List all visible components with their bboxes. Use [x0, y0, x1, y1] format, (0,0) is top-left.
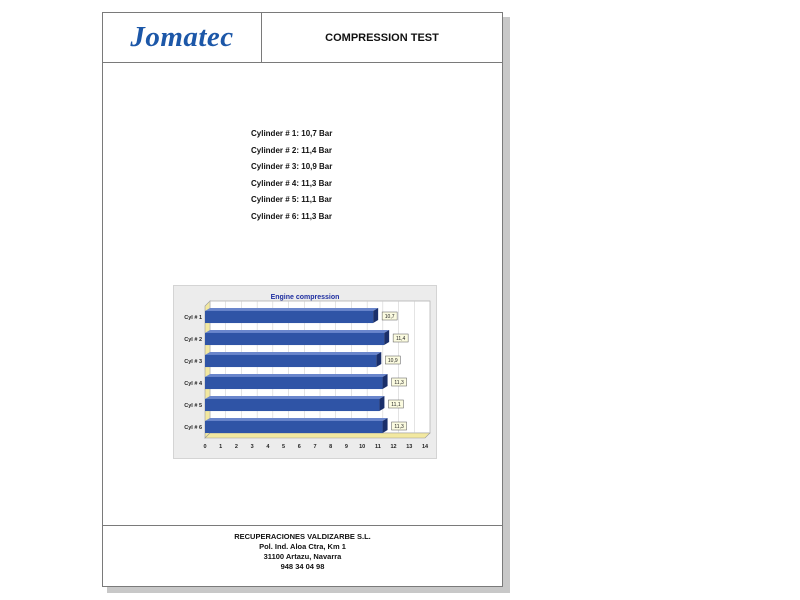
category-label: Cyl # 1 — [184, 315, 202, 321]
reading-cyl-1: Cylinder # 1: 10,7 Bar — [251, 129, 333, 138]
bar — [205, 399, 379, 411]
bar-top — [205, 374, 388, 377]
data-label: 10,7 — [384, 314, 395, 320]
bar — [205, 377, 383, 389]
bar — [205, 333, 384, 345]
engine-compression-chart — [173, 285, 437, 459]
bar — [205, 311, 373, 323]
logo-cell — [103, 13, 262, 62]
bar-top — [205, 352, 381, 355]
reading-cyl-2: Cylinder # 2: 11,4 Bar — [251, 145, 332, 155]
footer-city: 31100 Artazu, Navarra — [263, 552, 342, 561]
x-tick-label: 0 — [203, 444, 207, 450]
bar-top — [205, 330, 389, 333]
data-label: 11,3 — [394, 380, 404, 386]
x-tick-label: 6 — [297, 444, 301, 450]
chart-svg — [174, 286, 436, 458]
x-tick-label: 4 — [266, 444, 270, 450]
data-label: 11,4 — [395, 336, 406, 342]
x-tick-label: 2 — [234, 444, 238, 450]
category-label: Cyl # 4 — [184, 381, 202, 387]
bar-top — [205, 308, 378, 311]
x-tick-label: 12 — [390, 444, 397, 450]
x-tick-label: 9 — [344, 444, 348, 450]
category-label: Cyl # 3 — [184, 359, 202, 365]
reading-cyl-3: Cylinder # 3: 10,9 Bar — [251, 162, 333, 171]
report-page — [102, 12, 503, 587]
reading-cyl-6: Cylinder # 6: 11,3 Bar — [251, 211, 332, 221]
x-tick-label: 11 — [374, 444, 381, 450]
footer-address: Pol. Ind. Aloa Ctra, Km 1 — [259, 542, 346, 551]
x-tick-label: 14 — [421, 444, 429, 450]
cylinder-readings — [251, 128, 332, 227]
report-title: COMPRESSION TEST — [325, 31, 439, 44]
reading-cyl-4: Cylinder # 4: 11,3 Bar — [251, 178, 332, 188]
category-label: Cyl # 6 — [184, 425, 202, 431]
x-tick-label: 3 — [250, 444, 254, 450]
report-header — [103, 13, 502, 63]
bar-top — [205, 418, 388, 421]
x-tick-label: 1 — [219, 444, 223, 450]
x-tick-label: 10 — [359, 444, 366, 450]
category-label: Cyl # 5 — [184, 403, 202, 409]
bar-top — [205, 396, 384, 399]
report-footer — [103, 525, 502, 588]
bar — [205, 355, 376, 367]
chart-title: Engine compression — [270, 294, 340, 301]
category-label: Cyl # 2 — [184, 337, 202, 343]
footer-phone: 948 34 04 98 — [280, 562, 325, 571]
x-tick-label: 8 — [329, 444, 333, 450]
data-label: 11,3 — [394, 424, 404, 430]
x-tick-label: 7 — [313, 444, 317, 450]
data-label: 10,9 — [387, 358, 398, 364]
reading-cyl-5: Cylinder # 5: 11,1 Bar — [251, 195, 332, 204]
data-label: 11,1 — [391, 402, 401, 408]
x-tick-label: 5 — [282, 444, 286, 450]
x-tick-label: 13 — [406, 444, 413, 450]
footer-company: RECUPERACIONES VALDIZARBE S.L. — [234, 532, 371, 541]
bar — [205, 421, 383, 433]
floor — [205, 433, 430, 438]
company-logo: Jomatec — [130, 21, 234, 53]
